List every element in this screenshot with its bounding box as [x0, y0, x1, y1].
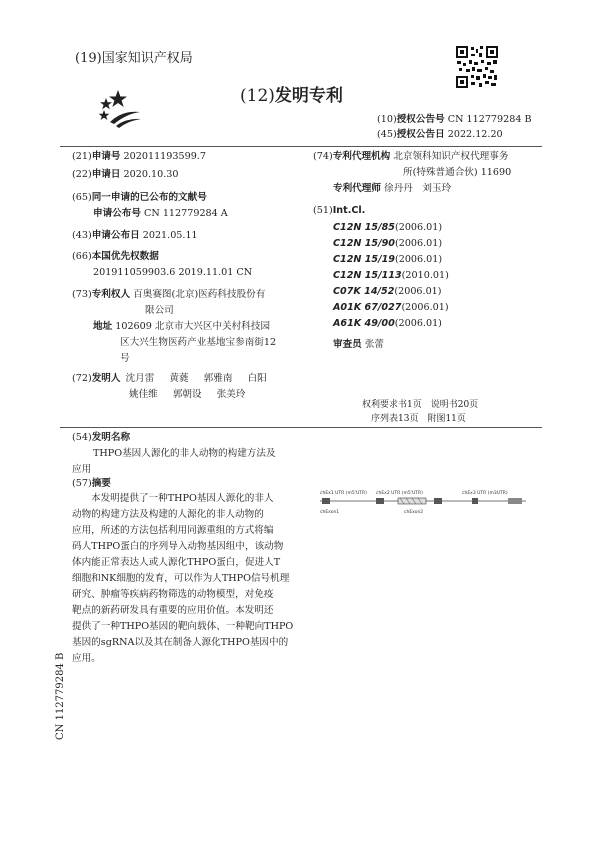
- grant-pub-no-value: CN 112779284 B: [447, 114, 532, 125]
- inventor-name: 郭雅南: [203, 373, 233, 384]
- abstract-line: 靶点的新药研发具有重要的应用价值。本发明还: [72, 605, 274, 616]
- patentee: [72, 287, 265, 303]
- ipc-code: C12N 15/113: [333, 270, 402, 281]
- field-code: (54): [72, 432, 92, 443]
- publication-number: [93, 206, 228, 222]
- fig-label: (m5'UTR): [345, 491, 367, 496]
- fig-label: chEx2 UTR: [376, 491, 401, 496]
- abstract-line: 应用。: [72, 653, 101, 664]
- svg-text:chEx2 UTR (m5'UTR): [376, 490, 423, 496]
- abstract-line: 动物的构建方法及构建的人源化的非人动物的: [72, 509, 264, 520]
- ipc-code: C12N 15/19: [333, 254, 395, 265]
- grant-pub-no-label: 授权公告号: [396, 114, 445, 125]
- field-label: 申请号: [91, 151, 121, 162]
- inventors-line2: [129, 387, 245, 403]
- ipc-item: [333, 284, 442, 300]
- inventors: [72, 371, 267, 387]
- field-value: 2021.05.11: [142, 230, 198, 241]
- patent-agency: [313, 149, 508, 165]
- exon2b-box: [434, 498, 442, 504]
- field-code: (74): [313, 151, 333, 162]
- page-count-line2: 序列表13页 附图11页: [371, 414, 466, 424]
- invention-title-header: [72, 430, 130, 446]
- inventor-name: 张美玲: [216, 389, 246, 400]
- field-value: 徐丹丹 刘玉玲: [384, 183, 452, 194]
- exon3-box: [472, 498, 478, 504]
- ipc-date: (2006.01): [394, 318, 442, 329]
- abstract-line: 研究、肿瘤等疾病药物筛选的动物模型，对免疫: [72, 589, 274, 600]
- ipc-item: [333, 252, 442, 268]
- ipc-code: C12N 15/85: [333, 222, 395, 233]
- abstract-line: 基因的sgRNA以及其在制备人源化THPO基因中的: [72, 637, 289, 648]
- fig-label: (m5'UTR): [401, 491, 423, 496]
- inventor-name: 黄蕤: [169, 373, 189, 384]
- inventor-name: 沈月雷: [125, 373, 155, 384]
- field-label: 发明人: [91, 373, 121, 384]
- field-value: 202011193599.7: [123, 151, 206, 162]
- field-label: 地址: [93, 321, 113, 332]
- field-code: (22): [72, 169, 92, 180]
- field-label: 本国优先权数据: [91, 251, 159, 262]
- field-value: CN 112779284 A: [144, 208, 228, 219]
- field-code: (57): [72, 478, 92, 489]
- gene-construct-figure: [312, 486, 532, 520]
- field-label: 审查员: [333, 339, 362, 350]
- grant-pub-no-code: (10): [377, 114, 397, 125]
- abstract-line: 应用，所述的方法包括利用同源重组的方式将编: [72, 525, 274, 536]
- field-value: 2020.10.30: [123, 169, 179, 180]
- ipc-item: [333, 236, 442, 252]
- office-name: 国家知识产权局: [101, 51, 193, 66]
- office-header: [75, 47, 193, 66]
- doc-type-code: (12): [240, 86, 275, 106]
- section-rule: [60, 427, 542, 428]
- field-code: (72): [72, 373, 92, 384]
- application-number: [72, 149, 206, 165]
- page-count-line1: 权利要求书1页 说明书20页: [362, 400, 479, 410]
- ipc-item: [333, 220, 442, 236]
- patentee-line2: 限公司: [145, 305, 174, 316]
- inventor-name: 郭朝设: [172, 389, 202, 400]
- grant-pub-date-label: 授权公告日: [396, 129, 445, 140]
- side-publication-number: CN 112779284 B: [55, 652, 66, 740]
- field-value: 张蕾: [364, 339, 385, 350]
- ipc-date: (2006.01): [394, 254, 443, 265]
- ipc-item: [333, 268, 449, 284]
- field-label: 专利代理师: [333, 183, 381, 194]
- field-code: (21): [72, 151, 92, 162]
- address-line3: 号: [120, 353, 130, 364]
- field-label: 发明名称: [91, 432, 131, 443]
- field-label: 专利代理机构: [332, 151, 391, 162]
- field-label: 专利权人: [91, 289, 131, 300]
- abstract-line: 码人THPO蛋白的序列导入动物基因组中，该动物: [72, 541, 284, 552]
- fig-label: chExon1: [320, 510, 340, 515]
- ipc-date: (2006.01): [394, 238, 443, 249]
- field-code: (66): [72, 251, 92, 262]
- doc-type-name: 发明专利: [274, 86, 343, 106]
- office-code: (19): [75, 51, 102, 66]
- ipc-code: C07K 14/52: [333, 286, 395, 297]
- field-label: 申请公布日: [91, 230, 140, 241]
- qr-code: [455, 45, 499, 89]
- fig-label: (m3UTR): [487, 491, 508, 496]
- inventor-name: 白阳: [247, 373, 267, 384]
- publication-date: [72, 228, 198, 244]
- ipc-item: [333, 316, 442, 332]
- ipc-date: (2006.01): [394, 286, 442, 297]
- address-line1: 102609 北京市大兴区中关村科技园: [115, 321, 271, 332]
- ipc-date: (2010.01): [401, 270, 449, 281]
- invention-title-line2: 应用: [72, 464, 92, 475]
- field-label: 摘要: [91, 478, 111, 489]
- field-label: 同一申请的已公布的文献号: [91, 192, 207, 203]
- field-code: (65): [72, 192, 92, 203]
- grant-pub-date-value: 2022.12.20: [447, 129, 503, 140]
- application-date: [72, 167, 178, 183]
- priority-value: 201911059903.6 2019.11.01 CN: [93, 267, 253, 278]
- fig-label: chExon2: [404, 510, 424, 515]
- invention-title-line1: THPO基因人源化的非人动物的构建方法及: [93, 448, 276, 459]
- exon2a-box: [376, 498, 384, 504]
- examiner: [333, 337, 384, 353]
- field-label: 申请日: [91, 169, 121, 180]
- field-code: (73): [72, 289, 92, 300]
- agency-line1: 北京领科知识产权代理事务: [393, 151, 509, 162]
- grant-pub-date-code: (45): [377, 129, 397, 140]
- fig-label: chEx1 UTR: [320, 491, 345, 496]
- abstract-line: 提供了一种THPO基因的靶向载体、一种靶向THPO: [72, 621, 294, 632]
- grant-pub-no: [377, 112, 532, 128]
- field-code: (51): [313, 205, 333, 216]
- ipc-code: C12N 15/90: [333, 238, 395, 249]
- ipc-code: A61K 49/00: [333, 318, 395, 329]
- ipc-header: [313, 203, 365, 219]
- fig-label: chEx3 UTR: [462, 491, 487, 496]
- field-code: (43): [72, 230, 92, 241]
- exon1-box: [322, 498, 330, 504]
- address-line2: 区大兴生物医药产业基地宝参南街12: [120, 337, 277, 348]
- cnipa-logo: [96, 88, 142, 128]
- abstract-line: 本发明提供了一种THPO基因人源化的非人: [91, 493, 274, 504]
- abstract-header: [72, 476, 111, 492]
- exon3-utr-box: [508, 498, 522, 504]
- abstract-line: 体内能正常表达人或人源化THPO蛋白，促进人T: [72, 557, 281, 568]
- ipc-item: [333, 300, 449, 316]
- field-label: 申请公布号: [93, 208, 141, 219]
- priority-data: [72, 249, 159, 265]
- patent-agent: [333, 181, 451, 197]
- abstract-line: 细胞和NK细胞的发育，可以作为人THPO信号机理: [72, 573, 290, 584]
- svg-text:chEx1 UTR (m5'UTR): [320, 490, 367, 496]
- svg-text:chEx3 UTR (m3UTR): [462, 490, 508, 496]
- ipc-date: (2006.01): [394, 222, 443, 233]
- agency-line2: 所(特殊普通合伙) 11690: [403, 167, 512, 178]
- ipc-code: A01K 67/027: [333, 302, 402, 313]
- ipc-date: (2006.01): [401, 302, 449, 313]
- document-type: [240, 81, 343, 106]
- header-rule: [60, 146, 542, 147]
- patentee-line1: 百奥赛图(北京)医药科技股份有: [133, 289, 266, 300]
- prior-document: [72, 190, 207, 206]
- field-label: Int.Cl.: [332, 205, 366, 216]
- address: [93, 319, 270, 335]
- grant-pub-date: [377, 127, 503, 143]
- inventor-name: 姚佳维: [129, 389, 158, 400]
